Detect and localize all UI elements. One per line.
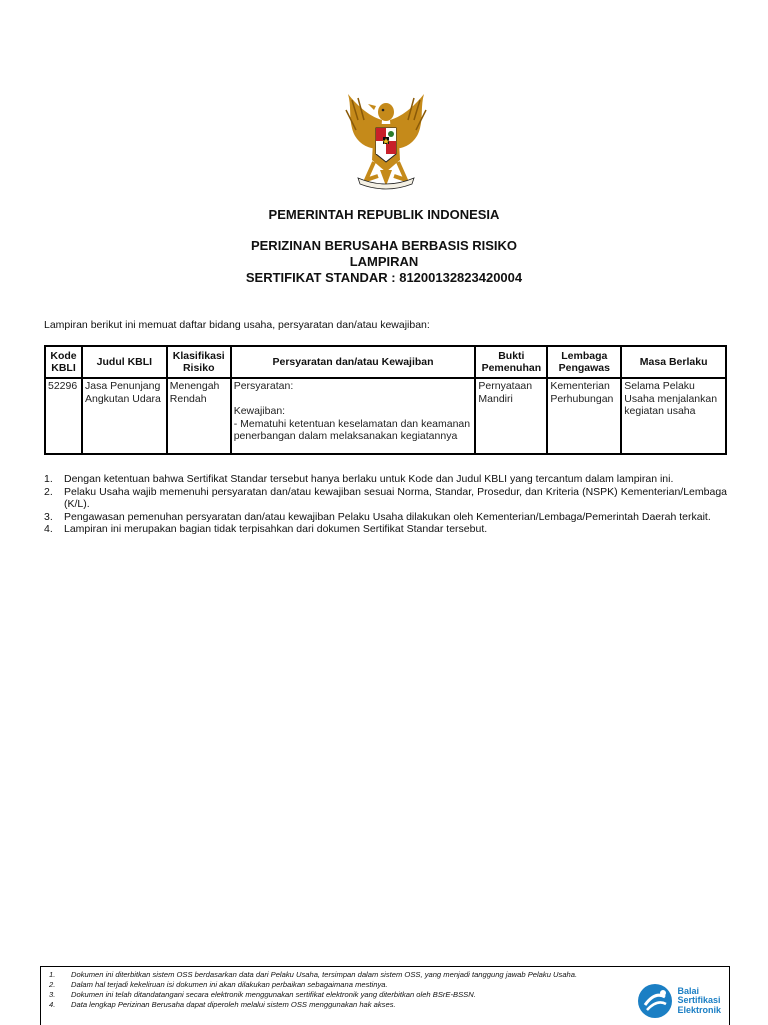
cell-judul: Jasa Penunjang Angkutan Udara: [82, 378, 167, 454]
bsre-logo-line: Balai: [677, 985, 699, 996]
note-number: 1.: [44, 473, 53, 485]
list-item: [44, 473, 727, 486]
kewajiban-label: Kewajiban:: [233, 405, 286, 417]
cell-masa: Selama Pelaku Usaha menjalankan kegiatan usaha: [621, 378, 726, 454]
kbli-table: [44, 345, 727, 455]
footer-list: [41, 967, 609, 1010]
header-lembaga-pengawas: Lembaga Pengawas: [547, 346, 621, 378]
footer-number: 2.: [49, 980, 56, 989]
footer-text: Data lengkap Perizinan Berusaha dapat diperoleh melalui sistem OSS menggunakan hak akses.: [71, 1000, 396, 1009]
footer-text: Dalam hal terjadi kekeliruan isi dokumen ini akan dilakukan perbaikan sebagaimana mestinya.: [71, 980, 388, 989]
footer-number: 4.: [49, 1000, 56, 1009]
bsre-logo-line: Elektronik: [677, 1004, 721, 1015]
intro-text: Lampiran berikut ini memuat daftar bidang usaha, persyaratan dan/atau kewajiban:: [44, 319, 430, 331]
bsre-logo-icon: [637, 983, 673, 1019]
table-row: [45, 378, 726, 454]
footer-disclaimer-box: [40, 966, 730, 1025]
header-kode-kbli: Kode KBLI: [45, 346, 82, 378]
note-text: Lampiran ini merupakan bagian tidak terpisahkan dari dokumen Sertifikat Standar tersebut.: [64, 523, 488, 535]
list-item: [49, 990, 609, 1000]
note-number: 2.: [44, 485, 53, 498]
footer-text: Dokumen ini telah ditandatangani secara elektronik menggunakan sertifikat elektronik yang diterbitkan oleh BSrE-BSSN.: [71, 990, 476, 999]
garuda-pancasila-emblem: [338, 90, 434, 192]
footer-text: Dokumen ini diterbitkan sistem OSS berdasarkan data dari Pelaku Usaha, tersimpan dalam sistem OSS, yang menjadi tanggung jawab Pelaku Usaha.: [71, 970, 578, 979]
cell-persyaratan: [231, 378, 476, 454]
government-title: PEMERINTAH REPUBLIK INDONESIA: [268, 207, 500, 222]
note-text: Pengawasan pemenuhan persyaratan dan/atau kewajiban Pelaku Usaha dilakukan oleh Kementerian/Lembaga/Pemerintah Daerah terkait.: [64, 510, 711, 523]
header-klasifikasi-risiko: Klasifikasi Risiko: [167, 346, 231, 378]
table-header-row: [45, 346, 726, 378]
footer-number: 3.: [49, 990, 56, 999]
list-item: [49, 980, 609, 990]
bsre-logo-line: Sertifikasi: [677, 995, 721, 1006]
cell-lembaga: Kementerian Perhubungan: [547, 378, 621, 454]
bsre-logo: [637, 983, 721, 1019]
document-subtitle: LAMPIRAN: [349, 254, 419, 269]
header-bukti-pemenuhan: Bukti Pemenuhan: [475, 346, 547, 378]
cell-risiko: Menengah Rendah: [167, 378, 231, 454]
notes-list: [44, 473, 727, 536]
list-item: [49, 1000, 609, 1010]
header-judul-kbli: Judul KBLI: [82, 346, 167, 378]
note-text: Pelaku Usaha wajib memenuhi persyaratan dan/atau kewajiban sesuai Norma, Standar, Prosedur, dan Kriteria (NSPK) Kementerian/Lembaga (K/L).: [64, 485, 727, 510]
note-text: Dengan ketentuan bahwa Sertifikat Standar tersebut hanya berlaku untuk Kode dan Judul KBLI yang tercantum dalam lampiran ini.: [64, 473, 674, 485]
bsre-logo-text: [677, 987, 721, 1016]
list-item: [49, 970, 609, 980]
list-item: [44, 486, 727, 511]
list-item: [44, 511, 727, 524]
persyaratan-label: Persyaratan:: [233, 380, 294, 392]
footer-number: 1.: [49, 970, 56, 979]
certificate-number: SERTIFIKAT STANDAR : 81200132823420004: [245, 270, 523, 285]
header-persyaratan: Persyaratan dan/atau Kewajiban: [231, 346, 476, 378]
list-item: [44, 523, 727, 536]
note-number: 4.: [44, 523, 53, 535]
cell-kode: 52296: [45, 378, 82, 454]
note-number: 3.: [44, 510, 53, 523]
kewajiban-text: - Mematuhi ketentuan keselamatan dan keamanan penerbangan dalam melaksanakan kegiatannya: [233, 417, 471, 442]
document-title: PERIZINAN BERUSAHA BERBASIS RISIKO: [250, 238, 518, 253]
header-masa-berlaku: Masa Berlaku: [621, 346, 726, 378]
cell-bukti: Pernyataan Mandiri: [475, 378, 547, 454]
